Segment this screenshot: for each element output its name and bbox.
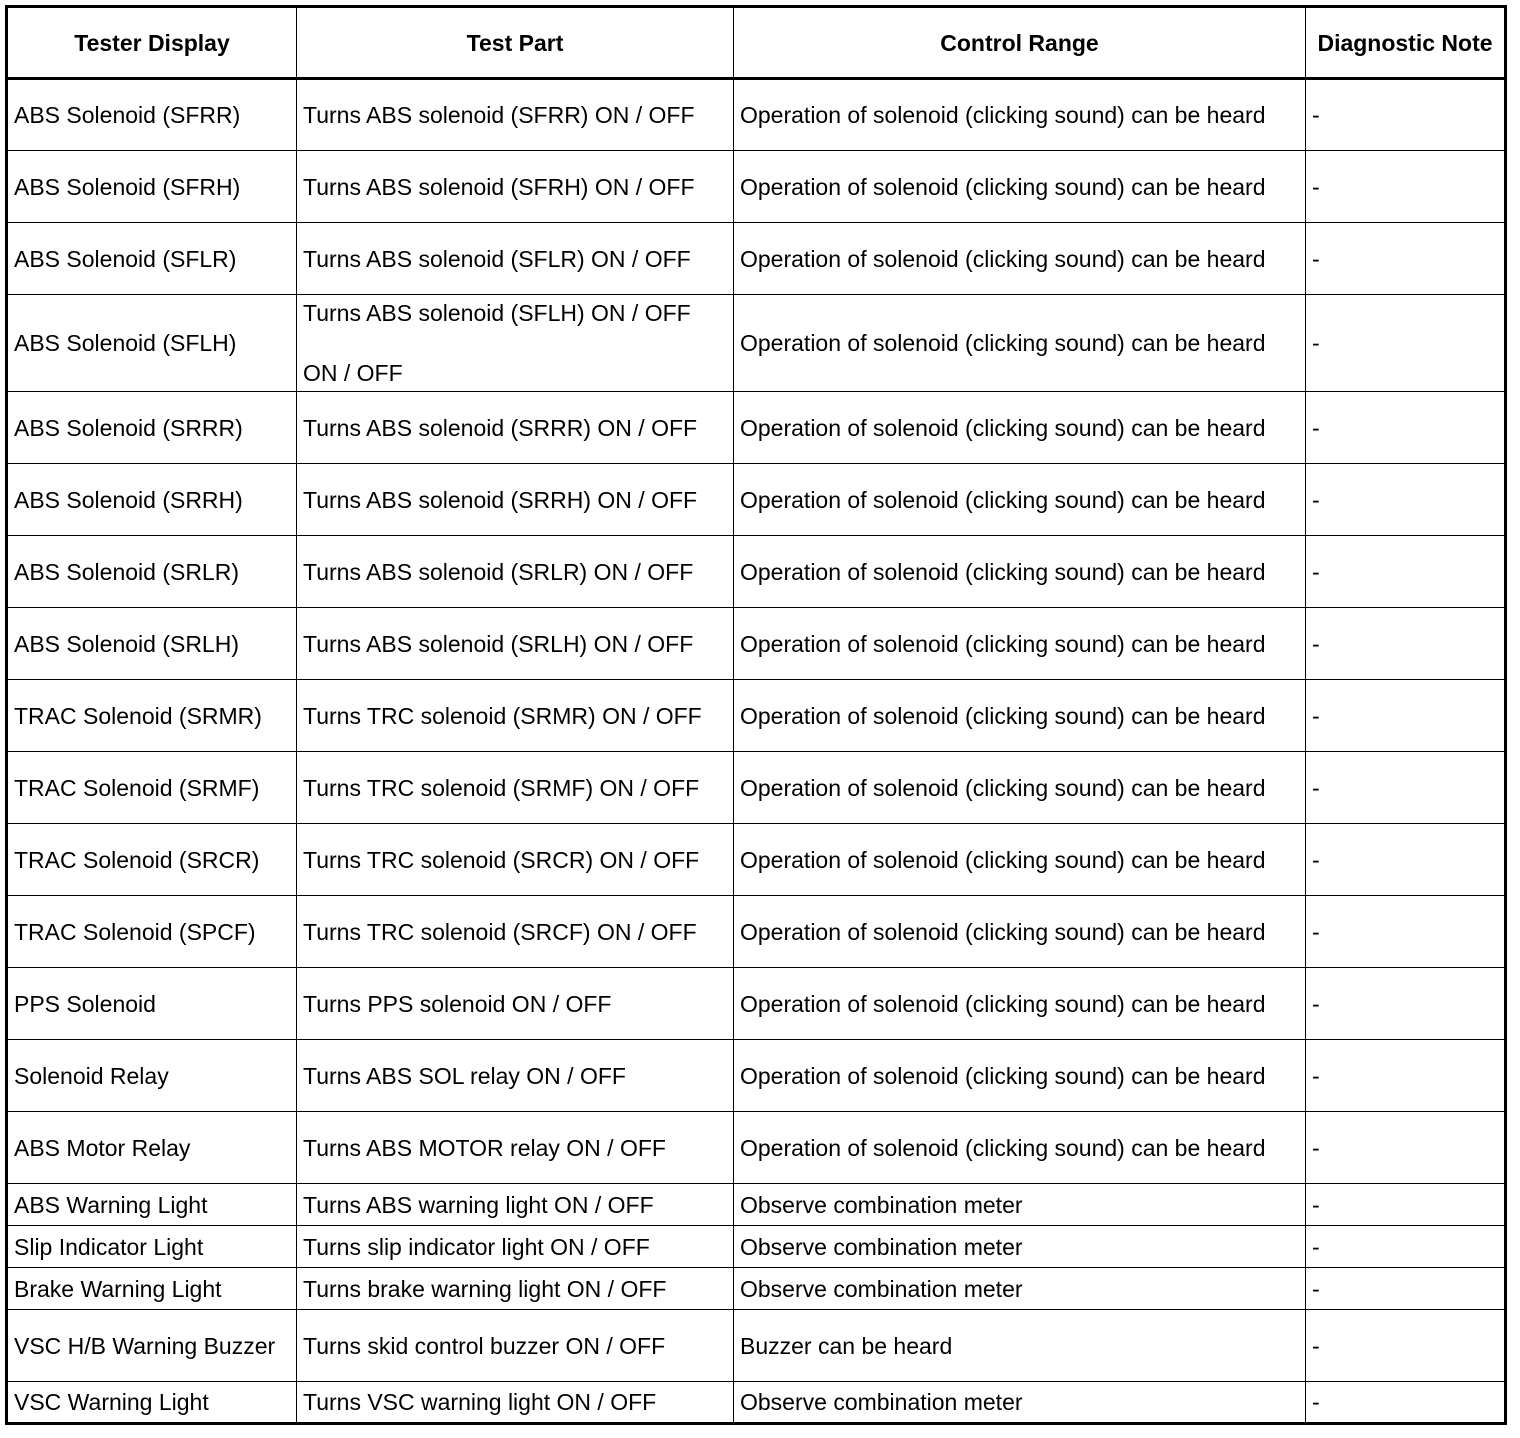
- cell-tester-display: PPS Solenoid: [7, 968, 297, 1040]
- cell-control-range: Operation of solenoid (clicking sound) can be heard: [734, 295, 1306, 392]
- cell-diagnostic-note: -: [1306, 1226, 1506, 1268]
- header-row: [7, 7, 1506, 79]
- cell-control-range: Observe combination meter: [734, 1184, 1306, 1226]
- cell-diagnostic-note: -: [1306, 752, 1506, 824]
- cell-tester-display: ABS Motor Relay: [7, 1112, 297, 1184]
- cell-diagnostic-note: -: [1306, 824, 1506, 896]
- table-row: [7, 392, 1506, 464]
- cell-diagnostic-note: -: [1306, 151, 1506, 223]
- cell-tester-display: VSC H/B Warning Buzzer: [7, 1310, 297, 1382]
- cell-tester-display: ABS Solenoid (SFLR): [7, 223, 297, 295]
- table-row: [7, 968, 1506, 1040]
- cell-test-part: Turns TRC solenoid (SRCR) ON / OFF: [297, 824, 734, 896]
- table-row: [7, 896, 1506, 968]
- table-row: [7, 608, 1506, 680]
- active-test-table: [5, 5, 1507, 1425]
- cell-control-range: Operation of solenoid (clicking sound) can be heard: [734, 1040, 1306, 1112]
- table-row: [7, 1040, 1506, 1112]
- cell-test-part: Turns ABS solenoid (SFRH) ON / OFF: [297, 151, 734, 223]
- cell-tester-display: ABS Solenoid (SRLR): [7, 536, 297, 608]
- cell-tester-display: ABS Solenoid (SFRR): [7, 79, 297, 151]
- cell-control-range: Operation of solenoid (clicking sound) can be heard: [734, 223, 1306, 295]
- cell-test-part: Turns ABS warning light ON / OFF: [297, 1184, 734, 1226]
- cell-control-range: Operation of solenoid (clicking sound) can be heard: [734, 79, 1306, 151]
- cell-test-part: Turns ABS solenoid (SFRR) ON / OFF: [297, 79, 734, 151]
- cell-control-range: Observe combination meter: [734, 1268, 1306, 1310]
- cell-control-range: Operation of solenoid (clicking sound) can be heard: [734, 896, 1306, 968]
- cell-tester-display: Slip Indicator Light: [7, 1226, 297, 1268]
- cell-control-range: Operation of solenoid (clicking sound) can be heard: [734, 151, 1306, 223]
- cell-test-part: Turns slip indicator light ON / OFF: [297, 1226, 734, 1268]
- table-row: [7, 79, 1506, 151]
- cell-test-part-text: Turns ABS solenoid (SFLH) ON / OFF ON / OFF: [303, 300, 691, 386]
- cell-test-part: Turns VSC warning light ON / OFF: [297, 1382, 734, 1424]
- cell-test-part: Turns ABS SOL relay ON / OFF: [297, 1040, 734, 1112]
- table-row: [7, 1310, 1506, 1382]
- cell-tester-display: VSC Warning Light: [7, 1382, 297, 1424]
- cell-diagnostic-note: -: [1306, 464, 1506, 536]
- cell-tester-display: Brake Warning Light: [7, 1268, 297, 1310]
- table-row: [7, 680, 1506, 752]
- cell-test-part: Turns PPS solenoid ON / OFF: [297, 968, 734, 1040]
- header-control-range: Control Range: [734, 7, 1306, 79]
- cell-diagnostic-note: -: [1306, 295, 1506, 392]
- table-row: [7, 1184, 1506, 1226]
- cell-test-part: Turns TRC solenoid (SRMR) ON / OFF: [297, 680, 734, 752]
- cell-test-part: Turns ABS solenoid (SFLR) ON / OFF: [297, 223, 734, 295]
- cell-control-range: Operation of solenoid (clicking sound) can be heard: [734, 752, 1306, 824]
- table-row: [7, 1382, 1506, 1424]
- header-tester-display: Tester Display: [7, 7, 297, 79]
- header-test-part: Test Part: [297, 7, 734, 79]
- table-row: [7, 536, 1506, 608]
- cell-control-range: Operation of solenoid (clicking sound) can be heard: [734, 608, 1306, 680]
- cell-diagnostic-note: -: [1306, 896, 1506, 968]
- cell-control-range: Operation of solenoid (clicking sound) can be heard: [734, 464, 1306, 536]
- cell-tester-display: ABS Solenoid (SRRR): [7, 392, 297, 464]
- cell-test-part: Turns ABS solenoid (SRRR) ON / OFF: [297, 392, 734, 464]
- cell-tester-display: ABS Solenoid (SRLH): [7, 608, 297, 680]
- table-row: [7, 295, 1506, 392]
- cell-test-part: Turns brake warning light ON / OFF: [297, 1268, 734, 1310]
- cell-diagnostic-note: -: [1306, 1040, 1506, 1112]
- cell-test-part: Turns TRC solenoid (SRCF) ON / OFF: [297, 896, 734, 968]
- cell-diagnostic-note: -: [1306, 1382, 1506, 1424]
- cell-control-range: Operation of solenoid (clicking sound) can be heard: [734, 1112, 1306, 1184]
- table-row: [7, 464, 1506, 536]
- cell-diagnostic-note: -: [1306, 608, 1506, 680]
- table-row: [7, 1226, 1506, 1268]
- cell-diagnostic-note: -: [1306, 536, 1506, 608]
- table-row: [7, 752, 1506, 824]
- cell-test-part: [297, 295, 734, 392]
- cell-tester-display: TRAC Solenoid (SRMR): [7, 680, 297, 752]
- cell-diagnostic-note: -: [1306, 1310, 1506, 1382]
- cell-test-part: Turns ABS solenoid (SRLH) ON / OFF: [297, 608, 734, 680]
- table-row: [7, 1268, 1506, 1310]
- table-row: [7, 1112, 1506, 1184]
- cell-control-range: Operation of solenoid (clicking sound) can be heard: [734, 824, 1306, 896]
- table-row: [7, 151, 1506, 223]
- cell-diagnostic-note: -: [1306, 392, 1506, 464]
- cell-control-range: Observe combination meter: [734, 1382, 1306, 1424]
- cell-test-part: Turns ABS solenoid (SRRH) ON / OFF: [297, 464, 734, 536]
- cell-diagnostic-note: -: [1306, 680, 1506, 752]
- cell-control-range: Operation of solenoid (clicking sound) can be heard: [734, 968, 1306, 1040]
- cell-diagnostic-note: -: [1306, 1268, 1506, 1310]
- cell-diagnostic-note: -: [1306, 1112, 1506, 1184]
- cell-diagnostic-note: -: [1306, 79, 1506, 151]
- cell-test-part: Turns skid control buzzer ON / OFF: [297, 1310, 734, 1382]
- cell-diagnostic-note: -: [1306, 223, 1506, 295]
- cell-test-part: Turns ABS solenoid (SRLR) ON / OFF: [297, 536, 734, 608]
- cell-control-range: Observe combination meter: [734, 1226, 1306, 1268]
- cell-test-part: Turns TRC solenoid (SRMF) ON / OFF: [297, 752, 734, 824]
- cell-tester-display: ABS Warning Light: [7, 1184, 297, 1226]
- cell-control-range: Buzzer can be heard: [734, 1310, 1306, 1382]
- cell-tester-display: TRAC Solenoid (SPCF): [7, 896, 297, 968]
- cell-control-range: Operation of solenoid (clicking sound) can be heard: [734, 536, 1306, 608]
- table-row: [7, 824, 1506, 896]
- cell-tester-display: ABS Solenoid (SFRH): [7, 151, 297, 223]
- header-diagnostic-note: Diagnostic Note: [1306, 7, 1506, 79]
- cell-tester-display: ABS Solenoid (SRRH): [7, 464, 297, 536]
- cell-tester-display: ABS Solenoid (SFLH): [7, 295, 297, 392]
- table-row: [7, 223, 1506, 295]
- cell-diagnostic-note: -: [1306, 1184, 1506, 1226]
- cell-control-range: Operation of solenoid (clicking sound) can be heard: [734, 392, 1306, 464]
- cell-test-part: Turns ABS MOTOR relay ON / OFF: [297, 1112, 734, 1184]
- cell-tester-display: TRAC Solenoid (SRCR): [7, 824, 297, 896]
- cell-tester-display: Solenoid Relay: [7, 1040, 297, 1112]
- cell-tester-display: TRAC Solenoid (SRMF): [7, 752, 297, 824]
- cell-control-range: Operation of solenoid (clicking sound) can be heard: [734, 680, 1306, 752]
- cell-diagnostic-note: -: [1306, 968, 1506, 1040]
